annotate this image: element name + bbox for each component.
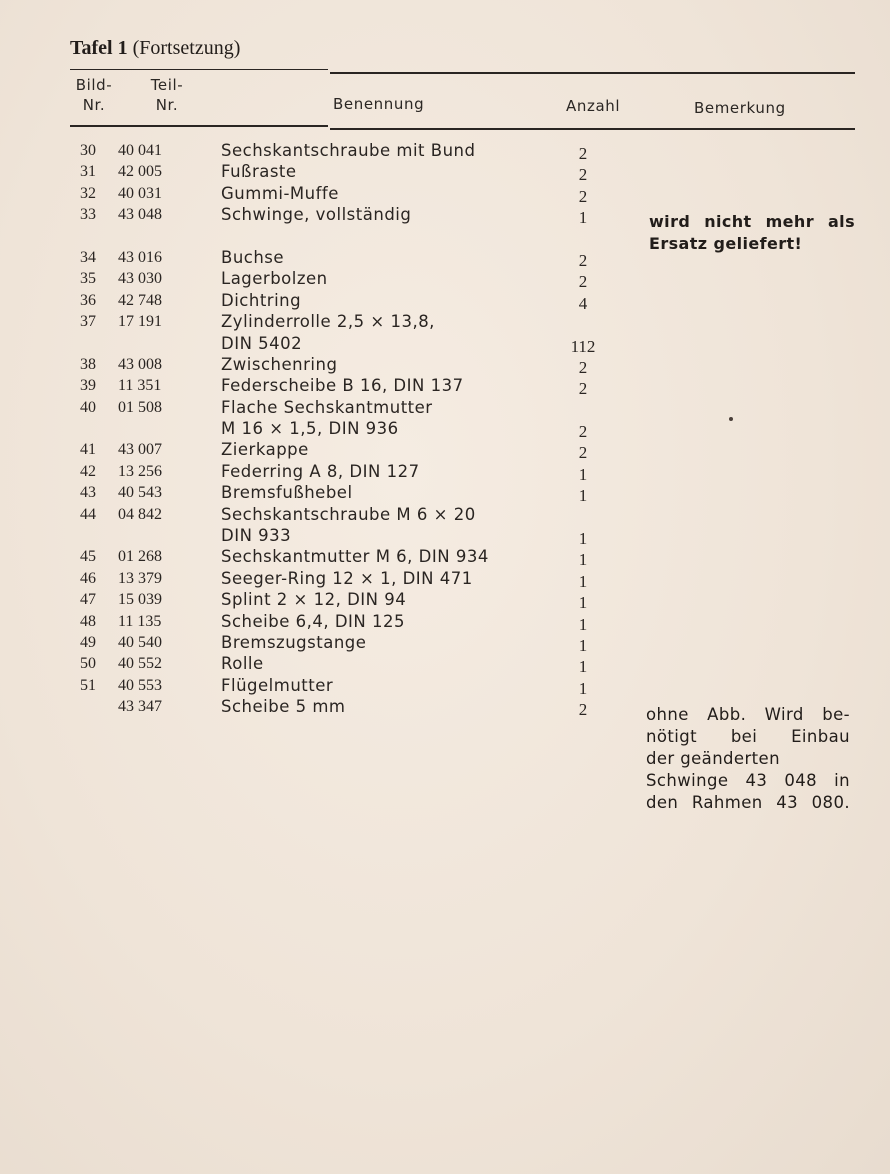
teil-nr-cell: 43 007: [118, 441, 162, 459]
benennung-cell: Splint 2 × 12, DIN 94: [221, 590, 407, 610]
benennung-cell: Seeger-Ring 12 × 1, DIN 471: [221, 568, 473, 588]
bild-nr-cell: 34: [80, 248, 96, 266]
column-header-anzahl: Anzahl: [566, 97, 621, 115]
teil-nr-cell: 42 005: [118, 163, 162, 181]
title-table-label: Tafel 1: [70, 37, 128, 59]
remark-washer-line-3: der geänderten: [646, 749, 780, 768]
table-row: [0, 589, 890, 613]
teil-nr-cell: 43 030: [118, 270, 162, 288]
benennung-cell: Sechskantschraube M 6 × 20: [221, 504, 476, 524]
table-row: [0, 311, 890, 332]
column-header-bild-nr: Bild- Nr.: [75, 76, 113, 114]
table-row: [0, 140, 890, 161]
benennung-cell: Fußraste: [221, 162, 297, 182]
remark-not-supplied-line-2: Ersatz geliefert!: [649, 234, 803, 253]
bild-nr-cell: 43: [80, 484, 96, 502]
anzahl-cell: 1: [578, 529, 588, 549]
header-top-rule-right: [330, 72, 855, 74]
remark-not-supplied: [649, 211, 855, 255]
bild-nr-cell: 42: [80, 462, 96, 480]
table-row: [0, 418, 890, 442]
bild-nr-cell: 41: [80, 441, 96, 459]
anzahl-cell: 1: [578, 208, 588, 228]
anzahl-cell: 2: [578, 443, 588, 463]
anzahl-cell: 1: [578, 593, 588, 613]
bild-nr-cell: 40: [80, 398, 96, 416]
anzahl-cell: 2: [578, 422, 588, 442]
teil-nr-cell: 43 347: [118, 698, 162, 716]
anzahl-cell: 1: [578, 550, 588, 570]
anzahl-cell: 2: [578, 165, 588, 185]
anzahl-cell: 4: [578, 293, 588, 313]
paper-speck: [729, 417, 733, 421]
benennung-cell: Flügelmutter: [221, 675, 334, 695]
anzahl-cell: 2: [578, 379, 588, 399]
teil-nr-cell: 40 540: [118, 633, 162, 651]
anzahl-cell: 1: [578, 657, 588, 677]
teil-nr-cell: 01 508: [118, 398, 162, 416]
anzahl-cell: 1: [578, 486, 588, 506]
benennung-cell: DIN 5402: [221, 333, 303, 353]
benennung-cell: Sechskantschraube mit Bund: [221, 141, 476, 160]
teil-nr-cell: 43 016: [118, 248, 162, 266]
anzahl-cell: 1: [578, 635, 588, 655]
table-row: [0, 568, 890, 589]
teil-nr-cell: 17 191: [118, 313, 162, 331]
benennung-cell: Sechskantmutter M 6, DIN 934: [221, 547, 489, 567]
teil-nr-cell: 01 268: [118, 548, 162, 566]
benennung-cell: Gummi-Muffe: [221, 183, 339, 203]
table-row: [0, 268, 890, 292]
header-bottom-rule-left: [70, 125, 328, 127]
title-continuation: (Fortsetzung): [132, 37, 241, 59]
teil-nr-cell: 40 031: [118, 184, 162, 202]
teil-nr-cell: 43 048: [118, 206, 162, 224]
table-row: [0, 675, 890, 696]
benennung-cell: Buchse: [221, 247, 285, 267]
benennung-cell: Bremszugstange: [221, 632, 367, 652]
teil-nr-cell: 40 552: [118, 655, 162, 673]
bild-nr-cell: 37: [80, 313, 96, 331]
table-row: [0, 354, 890, 375]
table-row: [0, 375, 890, 399]
bild-nr-cell: 44: [80, 505, 96, 523]
bild-nr-cell: 45: [80, 548, 96, 566]
teil-nr-cell: 43 008: [118, 355, 162, 373]
remark-washer-line-5: den Rahmen 43 080.: [646, 793, 850, 812]
remark-not-supplied-line-1: wird nicht mehr als: [649, 212, 855, 231]
bild-nr-cell: 49: [80, 633, 96, 651]
benennung-cell: DIN 933: [221, 526, 292, 546]
benennung-cell: Zylinderrolle 2,5 × 13,8,: [221, 312, 435, 332]
anzahl-cell: 1: [578, 678, 588, 698]
anzahl-cell: 1: [578, 464, 588, 484]
teil-nr-cell: 13 256: [118, 462, 162, 480]
bild-nr-cell: 32: [80, 184, 96, 202]
column-header-teil-nr: Teil- Nr.: [150, 76, 184, 114]
page-title: [70, 37, 240, 60]
anzahl-cell: 112: [570, 336, 596, 356]
column-header-benennung: Benennung: [333, 95, 425, 113]
benennung-cell: Federscheibe B 16, DIN 137: [221, 376, 464, 396]
anzahl-cell: 2: [578, 357, 588, 377]
remark-washer-note: [646, 704, 850, 814]
bild-nr-cell: 48: [80, 612, 96, 630]
table-row: [0, 161, 890, 185]
anzahl-cell: 2: [578, 272, 588, 292]
benennung-cell: Zierkappe: [221, 440, 309, 460]
header-top-rule-left: [70, 69, 328, 70]
table-row: [0, 546, 890, 570]
table-row: [0, 611, 890, 632]
anzahl-cell: 2: [578, 700, 588, 720]
bild-nr-cell: 47: [80, 591, 96, 609]
bild-nr-cell: 50: [80, 655, 96, 673]
table-row: [0, 461, 890, 482]
table-row: [0, 504, 890, 525]
table-row: [0, 183, 890, 204]
anzahl-cell: 2: [578, 250, 588, 270]
remark-washer-line-2: nötigt bei Einbau: [646, 727, 850, 746]
benennung-cell: Flache Sechskantmutter: [221, 397, 433, 417]
table-row: [0, 290, 890, 311]
remark-washer-line-4: Schwinge 43 048 in: [646, 771, 850, 790]
anzahl-cell: 2: [578, 186, 588, 206]
benennung-cell: Federring A 8, DIN 127: [221, 461, 420, 481]
benennung-cell: Bremsfußhebel: [221, 483, 353, 503]
column-header-bemerkung: Bemerkung: [694, 99, 786, 117]
bild-nr-cell: 35: [80, 270, 96, 288]
benennung-cell: Dichtring: [221, 290, 302, 310]
teil-nr-cell: 11 135: [118, 612, 162, 630]
benennung-cell: M 16 × 1,5, DIN 936: [221, 419, 399, 439]
benennung-cell: Zwischenring: [221, 354, 338, 374]
header-bottom-rule-right: [330, 128, 855, 130]
anzahl-cell: 1: [578, 571, 588, 591]
teil-nr-cell: 11 351: [118, 377, 162, 395]
table-row: [0, 397, 890, 418]
table-row: [0, 333, 890, 354]
bild-nr-cell: 46: [80, 569, 96, 587]
benennung-cell: Lagerbolzen: [221, 269, 328, 289]
bild-nr-cell: 38: [80, 355, 96, 373]
teil-nr-cell: 40 041: [118, 142, 162, 159]
bild-nr-cell: 31: [80, 163, 96, 181]
teil-nr-cell: 04 842: [118, 505, 162, 523]
teil-nr-cell: 40 553: [118, 676, 162, 694]
table-row: [0, 439, 890, 463]
benennung-cell: Schwinge, vollständig: [221, 205, 412, 225]
bild-nr-cell: 30: [80, 142, 96, 159]
teil-nr-cell: 15 039: [118, 591, 162, 609]
table-row: [0, 653, 890, 677]
teil-nr-cell: 42 748: [118, 291, 162, 309]
bild-nr-cell: 36: [80, 291, 96, 309]
teil-nr-cell: 40 543: [118, 484, 162, 502]
bild-nr-cell: 51: [80, 676, 96, 694]
benennung-cell: Scheibe 5 mm: [221, 697, 346, 717]
table-row: [0, 482, 890, 506]
bild-nr-cell: 39: [80, 377, 96, 395]
bild-nr-cell: 33: [80, 206, 96, 224]
anzahl-cell: 2: [578, 144, 588, 163]
anzahl-cell: 1: [578, 614, 588, 634]
benennung-cell: Scheibe 6,4, DIN 125: [221, 611, 405, 631]
benennung-cell: Rolle: [221, 654, 264, 674]
table-row: [0, 525, 890, 549]
remark-washer-line-1: ohne Abb. Wird be-: [646, 705, 850, 724]
teil-nr-cell: 13 379: [118, 569, 162, 587]
table-row: [0, 632, 890, 653]
